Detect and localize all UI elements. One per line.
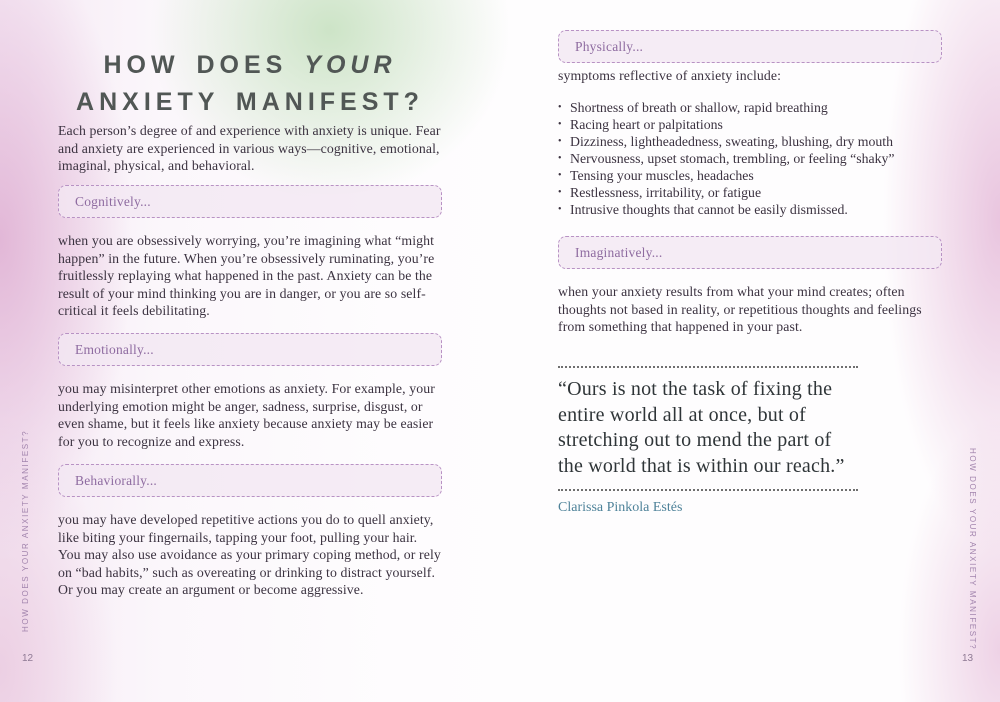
quote-text: “Ours is not the task of fixing the entire world all at once, but of stretching out to mend the part of the world that is within our reach.” (558, 378, 845, 477)
category-box-emotionally (58, 333, 442, 366)
symptom-item: • Racing heart or palpitations (558, 116, 942, 133)
pull-quote (558, 366, 858, 516)
category-label: Cognitively... (75, 193, 151, 209)
category-label: Behaviorally... (75, 472, 157, 488)
page-title (58, 47, 442, 121)
imaginatively-paragraph: when your anxiety results from what your mind creates; often thoughts not based in reality, or repetitious thoughts and feelings from something that happened in your past. (558, 284, 922, 334)
title-line1-regular: HOW DOES (103, 50, 288, 79)
quote-attribution: Clarissa Pinkola Estés (558, 500, 683, 515)
physically-lead: symptoms reflective of anxiety include: (558, 68, 782, 83)
cognitively-paragraph: when you are obsessively worrying, you’re imagining what “might happen” in the future. When you’re obsessively ruminating, you’re fruitlessly replaying what happened in the past. Anxiety can be the result of your mind thinking you are in danger, or you are so self-critical it feels debilitating. (58, 233, 435, 318)
category-box-physically (558, 30, 942, 63)
category-label: Emotionally... (75, 341, 154, 357)
page-number-right: 13 (962, 653, 974, 664)
category-box-cognitively (58, 185, 442, 218)
behaviorally-paragraph: you may have developed repetitive actions you do to quell anxiety, like biting your fingernails, tapping your foot, pulling your hair. You may also use avoidance as your primary coping method, or rely on “bad habits,” such as overeating or drinking to distract yourself. Or you may create an argument or become aggressive. (58, 512, 441, 597)
category-label: Physically... (575, 38, 644, 54)
symptom-item: • Tensing your muscles, headaches (558, 167, 942, 184)
category-label: Imaginatively... (575, 244, 663, 260)
symptom-list (558, 99, 942, 218)
quote-rule-top (558, 366, 858, 368)
title-line1-italic: YOUR (304, 50, 397, 79)
page-number-left: 12 (22, 653, 34, 664)
symptom-item: • Dizziness, lightheadedness, sweating, blushing, dry mouth (558, 133, 942, 150)
category-box-imaginatively (558, 236, 942, 269)
symptom-item: • Restlessness, irritability, or fatigue (558, 184, 942, 201)
emotionally-paragraph: you may misinterpret other emotions as anxiety. For example, your underlying emotion might be anger, sadness, surprise, disgust, or even shame, but it feels like anxiety because anxiety may be easier for you to recognize and express. (58, 381, 435, 449)
intro-paragraph: Each person’s degree of and experience with anxiety is unique. Fear and anxiety are experienced in various ways—cognitive, emotional, imaginal, physical, and behavioral. (58, 123, 441, 173)
quote-rule-bottom (558, 489, 858, 491)
title-line2: ANXIETY MANIFEST? (76, 87, 424, 116)
symptom-item: • Intrusive thoughts that cannot be easily dismissed. (558, 201, 942, 218)
title-line1 (103, 51, 396, 79)
symptom-item: • Nervousness, upset stomach, trembling, or feeling “shaky” (558, 150, 942, 167)
running-header-right: HOW DOES YOUR ANXIETY MANIFEST? (968, 448, 977, 651)
running-header-left: HOW DOES YOUR ANXIETY MANIFEST? (21, 429, 30, 632)
symptom-item: • Shortness of breath or shallow, rapid breathing (558, 99, 942, 116)
category-box-behaviorally (58, 464, 442, 497)
